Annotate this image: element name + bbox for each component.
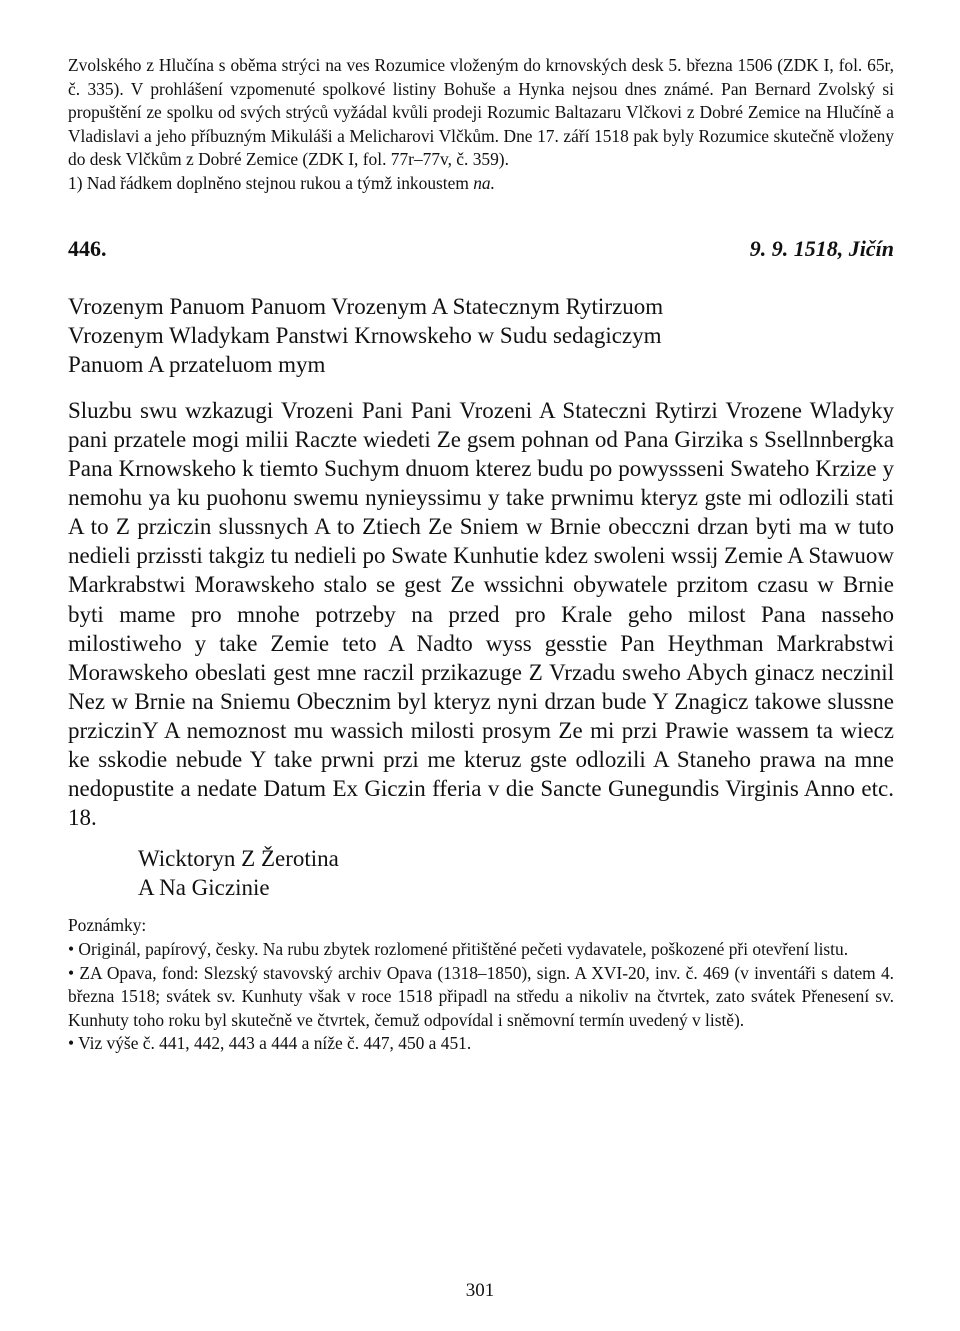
note-item: • Originál, papírový, česky. Na rubu zbytek rozlomené přitištěné pečeti vydavatele, poškozené při otevření listu. xyxy=(68,939,849,960)
signature-block xyxy=(68,844,894,902)
letter-text: Sluzbu swu wzkazugi Vrozeni Pani Pani Vrozeni A Stateczni Rytirzi Vrozene Wladyky pani przatele mogi milii Raczte wiedeti Ze gsem pohnan od Pana Girzika s Ssellnnbergka Pana Krnowskeho k tiemto Suchym dnuom kterez budu po powyssseni Swateho Krzize y nemohu ya ku puohonu swemu nynieyssimu y take prwnimu kteryz gste mi odlozili stati A to Z prziczin slussnych A to Ztiech Ze Sniem w Brnie obecczni drzan byti ma w tuto nedieli przissti takgiz tu nedieli po Swate Kunhutie kdez swoleni wssij Zemie A Stawuow Markrabstwi Morawskeho stalo se gest Ze wssichni obywatele przitom czasu w Brnie byti mame pro mnohe potrzeby na przed pro Krale geho milost Pana nasseho milostiweho y take Zemie teto A Nadto wyss gesstie Pan Heythman Markrabstwi Morawskeho obeslati gest mne raczil przikazuge Z Vrzadu sweho Abych ginacz neczinil Nez w Brnie na Sniemu Obecznim byl kteryz nyni drzan bude Y Znagicz takowe slussne prziczinY A nemoznost mu wassich milosti prosym Ze mi przi Prawie wassem ta wiecz ke sskodie nebude Y take prwni przi me kteruz gste odlozili A Staneho prawa na mne nedopustite a nedate Datum Ex Giczin fferia v die Sancte Gunegundis Virginis Anno etc. 18. xyxy=(68,397,894,831)
footnote-italic-word: na. xyxy=(473,172,495,193)
note-paragraph: Zvolského z Hlučína s oběma strýci na ves Rozumice vloženým do krnovských desk 5. března 1506 (ZDK I, fol. 65r, č. 335). V prohlášení vzpomenuté spolkové listiny Bohuše a Hynka nejsou dnes známé. Pan Bernard Zvolský si propuštění ze spolku od svých strýců vyžádal kvůli prodeji Rozumic Baltazaru Vlčkovi z Dobré Zemice na Hlučíně a Vladislavi a jeho příbuzným Mikuláši a Melicharovi Vlčkům. Dne 17. září 1518 pak byly Rozumice skutečně vloženy do desk Vlčkům z Dobré Zemice (ZDK I, fol. 77r–77v, č. 359). xyxy=(68,55,894,170)
page-number: 301 xyxy=(465,1280,495,1301)
note-item: • Viz výše č. 441, 442, 443 a 444 a níže č. 447, 450 a 451. xyxy=(68,1033,472,1054)
document-number: 446. xyxy=(68,235,107,261)
document-date-place: 9. 9. 1518, Jičín xyxy=(749,235,894,261)
footnote-text: 1) Nad řádkem doplněno stejnou rukou a týmž inkoustem xyxy=(68,172,474,193)
address-line: Vrozenym Wladykam Panstwi Krnowskeho w Sudu sedagiczym xyxy=(68,322,662,348)
signature-line: Wicktoryn Z Žerotina xyxy=(138,846,339,872)
address-line: Panuom A przateluom mym xyxy=(68,351,326,377)
notes-list xyxy=(68,938,894,1056)
address-line: Vrozenym Panuom Panuom Vrozenym A Statecznym Rytirzuom xyxy=(68,293,664,319)
notes-title: Poznámky: xyxy=(68,915,147,936)
signature-line: A Na Giczinie xyxy=(138,875,270,901)
letter-body xyxy=(68,396,894,832)
previous-notes xyxy=(68,54,894,196)
footnote xyxy=(68,172,894,196)
editorial-notes xyxy=(68,914,894,1056)
page-content xyxy=(68,54,894,1056)
letter-address xyxy=(68,292,894,379)
document-header xyxy=(68,236,894,270)
note-item: • ZA Opava, fond: Slezský stavovský archiv Opava (1318–1850), sign. A XVI-20, inv. č. 469 (v inventáři s datem 4. března 1518; svátek sv. Kunhuty však v roce 1518 připadl na středu a nikoliv na čtvrtek, zato svátek Přenesení sv. Kunhuty toho roku byl skutečně ve čtvrtek, čemuž odpovídal i sněmovní termín uvedený v listě). xyxy=(68,962,894,1030)
